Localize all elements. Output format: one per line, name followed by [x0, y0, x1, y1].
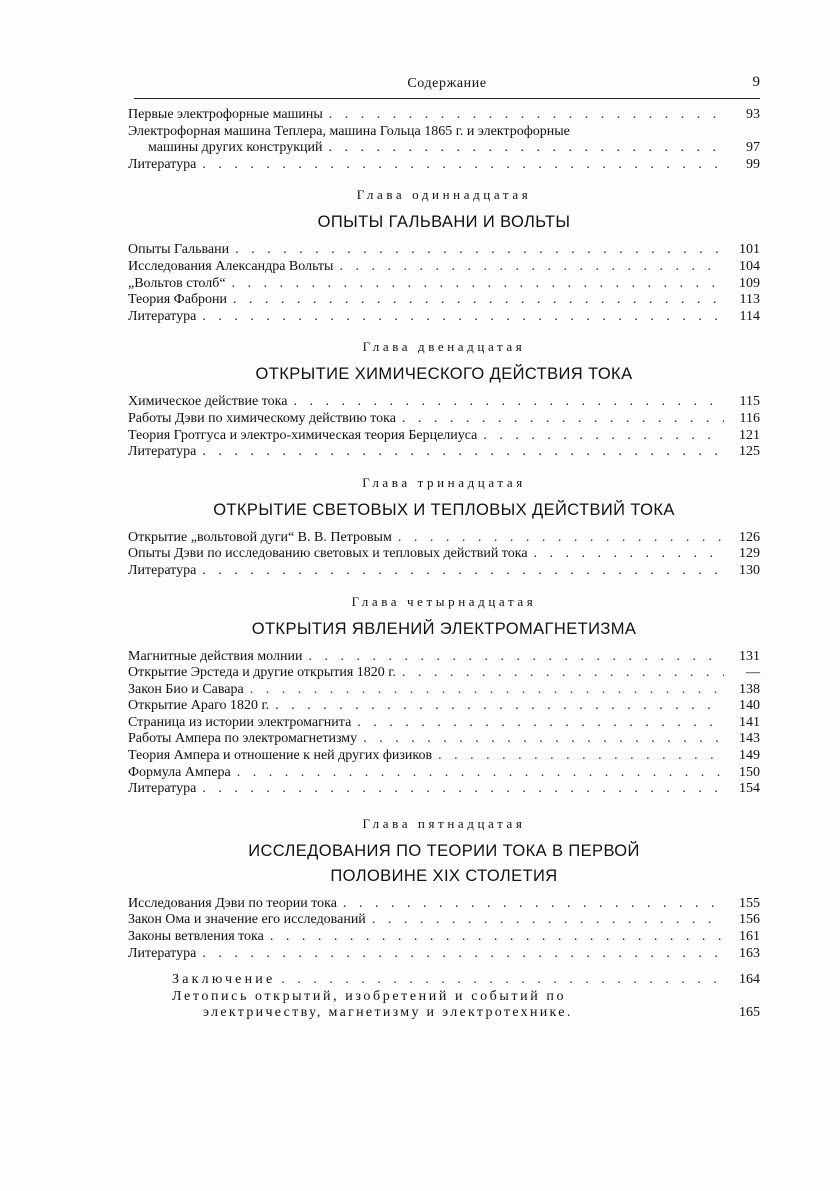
- entry-label: Литература: [128, 308, 197, 324]
- entry-label-line2: машины других конструкций: [148, 140, 323, 156]
- chapter-label: Глава одиннадцатая: [356, 187, 532, 203]
- entry-label-line1: Летопись открытий, изобретений и событий по: [172, 988, 567, 1004]
- entry-page: 163: [739, 945, 760, 961]
- toc-entry[interactable]: [128, 715, 760, 732]
- entry-page: 165: [739, 1005, 760, 1021]
- entry-label: Исследования Александра Вольты: [128, 258, 334, 274]
- chapter-entries: [128, 394, 760, 460]
- entry-page: 149: [739, 748, 760, 764]
- chapter-title: ОТКРЫТИЯ ЯВЛЕНИЙ ЭЛЕКТРОМАГНЕТИЗМА: [251, 619, 637, 638]
- toc-entry[interactable]: [128, 444, 760, 461]
- toc-entry[interactable]: [128, 765, 760, 782]
- leader-dots: [202, 444, 724, 461]
- entry-page: 99: [746, 156, 760, 172]
- leader-dots: [339, 259, 724, 276]
- leader-dots: [232, 276, 724, 293]
- leader-dots: [329, 107, 724, 124]
- entry-label: Открытие Араго 1820 г.: [128, 698, 270, 714]
- toc-entry[interactable]: [128, 665, 760, 682]
- leader-dots: [534, 546, 724, 563]
- leader-dots: [308, 649, 724, 666]
- entry-label-line1: Электрофорная машина Теплера, машина Гольца 1865 г. и электрофорные: [128, 123, 570, 139]
- chapter-title: [128, 839, 760, 889]
- chapter-label: Глава пятнадцатая: [362, 815, 526, 831]
- leader-dots: [275, 698, 724, 715]
- entry-page: 97: [746, 140, 760, 156]
- leader-dots: [357, 715, 724, 732]
- leader-dots: [202, 309, 724, 326]
- toc-entry[interactable]: [128, 411, 760, 428]
- toc-entry[interactable]: [128, 781, 760, 798]
- toc-entry[interactable]: [128, 259, 760, 276]
- entry-label: Теория Фаброни: [128, 292, 228, 308]
- entry-page: 140: [739, 698, 760, 714]
- running-header: [134, 70, 760, 99]
- toc-entry[interactable]: [128, 276, 760, 293]
- toc-page: [128, 70, 760, 1022]
- chapter-entries: [128, 530, 760, 580]
- leader-dots: [202, 781, 724, 798]
- leader-dots: [402, 411, 724, 428]
- toc-entry[interactable]: [128, 946, 760, 963]
- entry-label: Открытие „вольтовой дуги“ В. В. Петровым: [128, 529, 392, 545]
- leader-dots: [202, 946, 724, 963]
- entry-page: 131: [739, 648, 760, 664]
- leader-dots: [483, 428, 724, 445]
- toc-entry[interactable]: [128, 292, 760, 309]
- toc-entry[interactable]: [128, 563, 760, 580]
- toc-entry[interactable]: [128, 748, 760, 765]
- entry-page: 164: [739, 972, 760, 988]
- leader-dots: [438, 748, 724, 765]
- leader-dots: [293, 394, 724, 411]
- entry-page: 125: [739, 444, 760, 460]
- entry-page: 141: [739, 714, 760, 730]
- toc-entry[interactable]: [128, 896, 760, 913]
- leader-dots: [402, 665, 724, 682]
- toc-entry[interactable]: [128, 682, 760, 699]
- leader-dots: [202, 157, 724, 174]
- leader-dots: [281, 972, 724, 989]
- entry-page: 126: [739, 529, 760, 545]
- entry-label: Работы Дэви по химическому действию тока: [128, 410, 396, 426]
- entry-page: 115: [739, 394, 760, 410]
- entry-page: 143: [739, 731, 760, 747]
- leader-dots: [235, 242, 724, 259]
- entry-page: —: [746, 665, 760, 681]
- entry-label: Теория Ампера и отношение к ней других физиков: [128, 748, 433, 764]
- entry-page: 116: [739, 410, 760, 426]
- entry-label: Литература: [128, 945, 197, 961]
- toc-entry[interactable]: [128, 546, 760, 563]
- leader-dots: [329, 140, 724, 157]
- toc-entry[interactable]: [128, 394, 760, 411]
- entry-page: 150: [739, 764, 760, 780]
- entry-label: Опыты Гальвани: [128, 242, 230, 258]
- toc-entry[interactable]: [128, 731, 760, 748]
- entry-page: 161: [739, 929, 760, 945]
- entry-label: Магнитные действия молнии: [128, 648, 303, 664]
- entry-page: 104: [739, 258, 760, 274]
- page-number: 9: [752, 74, 760, 90]
- entry-label: Опыты Дэви по исследованию световых и тепловых действий тока: [128, 546, 528, 562]
- toc-entry[interactable]: [128, 157, 760, 174]
- chapter-title-line1: ИССЛЕДОВАНИЯ ПО ТЕОРИИ ТОКА В ПЕРВОЙ: [248, 841, 640, 860]
- entry-label: Формула Ампера: [128, 764, 231, 780]
- leader-dots: [202, 563, 724, 580]
- leader-dots: [343, 896, 724, 913]
- entry-label: Теория Гротгуса и электро-химическая теория Берцелиуса: [128, 427, 478, 443]
- entry-label: Литература: [128, 156, 197, 172]
- entry-label: Закон Био и Савара: [128, 681, 244, 697]
- leader-dots: [237, 765, 724, 782]
- entry-label-line2: электричеству, магнетизму и электротехнике.: [203, 1005, 573, 1021]
- chapter-entries: [128, 242, 760, 325]
- entry-label: Открытие Эрстеда и другие открытия 1820 г.: [128, 665, 396, 681]
- entry-label: Закон Ома и значение его исследований: [128, 912, 366, 928]
- entry-label: Литература: [128, 562, 197, 578]
- entry-page: 109: [739, 275, 760, 291]
- entry-page: 156: [739, 912, 760, 928]
- toc-entry[interactable]: [128, 242, 760, 259]
- leader-dots: [233, 292, 724, 309]
- entry-page: 93: [746, 107, 760, 122]
- toc-entry[interactable]: [128, 428, 760, 445]
- chapter-label: Глава четырнадцатая: [351, 593, 537, 609]
- entry-page: 130: [739, 562, 760, 578]
- toc-entry[interactable]: [128, 649, 760, 666]
- entry-page: 129: [739, 546, 760, 562]
- entry-label: Законы ветвления тока: [128, 929, 264, 945]
- header-title: Содержание: [407, 76, 487, 91]
- toc-entry[interactable]: [128, 912, 760, 929]
- entry-page: 138: [739, 681, 760, 697]
- toc-entry[interactable]: [128, 929, 760, 946]
- entry-page: 154: [739, 781, 760, 797]
- toc-entry-wrapped[interactable]: [128, 124, 760, 157]
- chapter-label: Глава тринадцатая: [362, 474, 526, 490]
- leader-dots: [398, 530, 724, 547]
- leader-dots: [270, 929, 724, 946]
- leader-dots: [372, 912, 724, 929]
- chapter-label: Глава двенадцатая: [362, 339, 526, 355]
- entry-label: Страница из истории электромагнита: [128, 714, 352, 730]
- toc-entry[interactable]: [128, 698, 760, 715]
- toc-entry[interactable]: [128, 309, 760, 326]
- entry-label: Заключение: [172, 972, 276, 988]
- entry-label: Химическое действие тока: [128, 394, 288, 410]
- toc-entry-chronicle[interactable]: [172, 989, 760, 1022]
- entry-page: 121: [739, 427, 760, 443]
- chapter-title: ОТКРЫТИЕ СВЕТОВЫХ И ТЕПЛОВЫХ ДЕЙСТВИЙ ТОКА: [213, 500, 675, 519]
- entry-label: Первые электрофорные машины: [128, 107, 323, 122]
- entry-page: 155: [739, 895, 760, 911]
- entry-label: Литература: [128, 444, 197, 460]
- entry-page: 113: [739, 292, 760, 308]
- entry-label: Работы Ампера по электромагнетизму: [128, 731, 358, 747]
- chapter-title: ОТКРЫТИЕ ХИМИЧЕСКОГО ДЕЙСТВИЯ ТОКА: [255, 365, 633, 384]
- toc-entry[interactable]: [128, 530, 760, 547]
- chapter-title: ОПЫТЫ ГАЛЬВАНИ И ВОЛЬТЫ: [317, 213, 571, 232]
- toc-entry[interactable]: [128, 107, 760, 124]
- entry-label: „Вольтов столб“: [128, 275, 226, 291]
- leader-dots: [250, 682, 724, 699]
- entry-page: 114: [739, 308, 760, 324]
- toc-entry-conclusion[interactable]: [172, 972, 760, 989]
- entry-page: 101: [739, 242, 760, 258]
- chapter-entries: [128, 896, 760, 962]
- entry-label: Литература: [128, 781, 197, 797]
- entry-label: Исследования Дэви по теории тока: [128, 895, 337, 911]
- leader-dots: [363, 731, 724, 748]
- chapter-entries: [128, 649, 760, 798]
- chapter-title-line2: ПОЛОВИНЕ XIX СТОЛЕТИЯ: [330, 866, 558, 885]
